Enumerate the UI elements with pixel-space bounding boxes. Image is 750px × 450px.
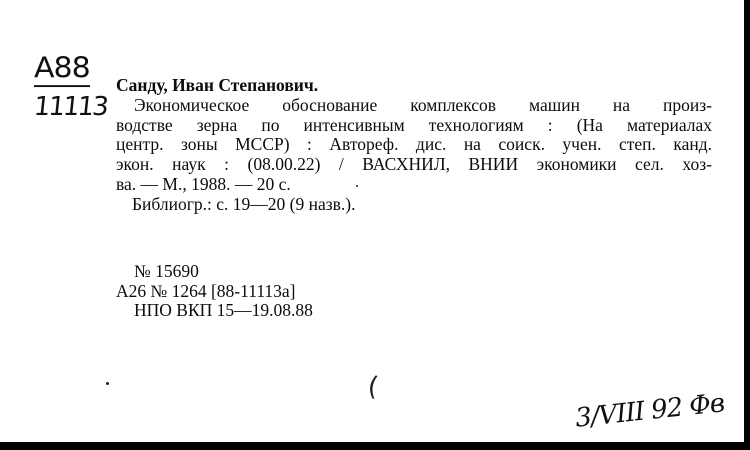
handwritten-signature: 3/VIII 92 Фв: [573, 388, 726, 434]
catalog-entry: [116, 76, 712, 215]
entry-line-3: центр. зоны МССР) : Автореф. дис. на соиск. учен. степ. канд.: [116, 135, 712, 155]
shelfmark-top-text: А88: [34, 51, 90, 86]
entry-line-1: Экономическое обоснование комплексов машин на произ-: [134, 95, 712, 115]
shelfmark-top: [34, 53, 90, 85]
shelfmark-underline: [34, 85, 90, 87]
npo-code: НПО ВКП 15—19.08.88: [134, 301, 313, 320]
entry-line-2: водстве зерна по интенсивным технологиям : (На материалах: [116, 115, 712, 135]
bibliography-note: Библиогр.: с. 19—20 (9 назв.).: [132, 194, 356, 214]
shelfmark-bottom: 11113: [32, 92, 109, 122]
accession-number: № 15690: [134, 262, 199, 281]
author-heading: Санду, Иван Степанович.: [116, 76, 319, 95]
bracket-mark: (: [365, 371, 381, 403]
entry-line-5: ва. — М., 1988. — 20 с.: [116, 174, 291, 194]
entry-line-4: экон. наук : (08.00.22) / ВАСХНИЛ, ВНИИ экономики сел. хоз-: [116, 155, 712, 175]
registry-code: А26 № 1264 [88-11113а]: [116, 281, 296, 301]
speck-dot: [356, 185, 358, 187]
speck-dot: [106, 382, 109, 385]
registry-block: [116, 262, 313, 321]
